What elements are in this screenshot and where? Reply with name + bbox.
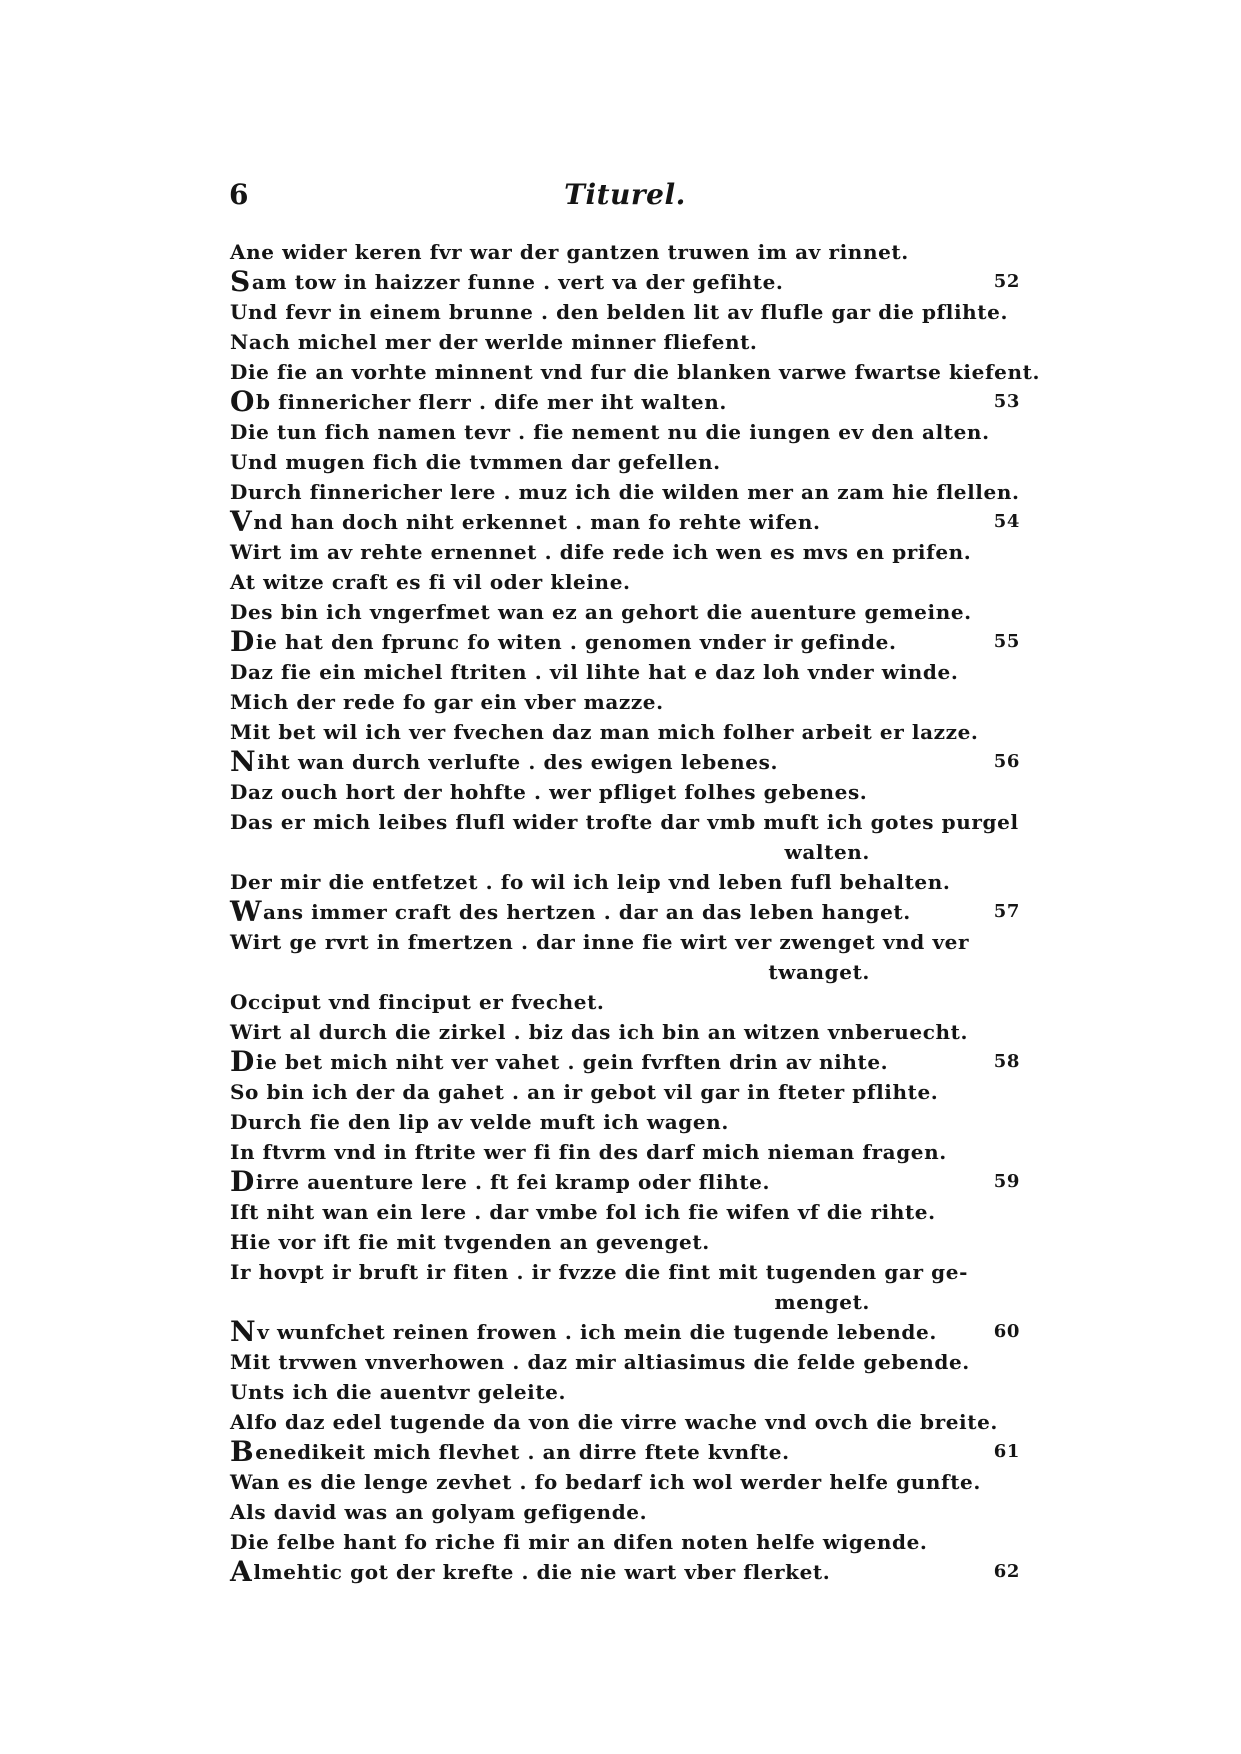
verse-line <box>230 717 1020 747</box>
stanza-number: 55 <box>993 631 1020 652</box>
verse-text: Die tun fich namen tevr . fie nement nu die iungen ev den alten. <box>230 420 990 444</box>
verse-text: b finnericher flerr . dife mer iht walten. <box>256 390 727 414</box>
verse-line <box>230 1437 1020 1467</box>
verse-text: Ir hovpt ir bruft ir fiten . ir fvzze die fint mit tugenden gar ge- <box>230 1260 968 1284</box>
verse-text: menget. <box>774 1290 870 1314</box>
verse-line <box>230 1407 1020 1437</box>
verse-text: Durch finnericher lere . muz ich die wilden mer an zam hie flellen. <box>230 480 1020 504</box>
verse-line-continuation <box>230 837 1020 867</box>
verse-text: Und mugen fich die tvmmen dar gefellen. <box>230 450 721 474</box>
verse-line <box>230 1467 1020 1497</box>
verse-text: Daz ouch hort der hohfte . wer pfliget folhes gebenes. <box>230 780 868 804</box>
verse-line <box>230 1377 1020 1407</box>
verse-line <box>230 537 1020 567</box>
decorated-initial: N <box>230 1315 257 1348</box>
verse-text: Unts ich die auentvr geleite. <box>230 1380 567 1404</box>
verse-text: Mich der rede fo gar ein vber mazze. <box>230 690 664 714</box>
decorated-initial: D <box>230 1165 255 1198</box>
verse-text: twanget. <box>768 960 870 984</box>
decorated-initial: S <box>230 265 251 298</box>
decorated-initial: D <box>230 625 255 658</box>
verse-line <box>230 267 1020 297</box>
verse-line <box>230 477 1020 507</box>
verse-line <box>230 327 1020 357</box>
verse-line <box>230 807 1020 837</box>
verse-line <box>230 627 1020 657</box>
verse-line <box>230 1077 1020 1107</box>
verse-text: Der mir die entfetzet . fo wil ich leip vnd leben fufl behalten. <box>230 870 951 894</box>
verse-line <box>230 1497 1020 1527</box>
stanza-number: 52 <box>993 271 1020 292</box>
verse-text: Mit trvwen vnverhowen . daz mir altiasimus die felde gebende. <box>230 1350 970 1374</box>
verse-line <box>230 687 1020 717</box>
verse-text: lmehtic got der krefte . die nie wart vber flerket. <box>253 1560 831 1584</box>
stanza-number: 59 <box>993 1171 1020 1192</box>
verse-text: Ift niht wan ein lere . dar vmbe fol ich fie wifen vf die rihte. <box>230 1200 936 1224</box>
verse-line <box>230 387 1020 417</box>
verse-line <box>230 1227 1020 1257</box>
stanza-number: 56 <box>993 751 1020 772</box>
verse-text: Des bin ich vngerfmet wan ez an gehort die auenture gemeine. <box>230 600 972 624</box>
verse-text: am tow in haizzer funne . vert va der gefihte. <box>251 270 784 294</box>
verse-line <box>230 1107 1020 1137</box>
stanza-number: 62 <box>993 1561 1020 1582</box>
decorated-initial: O <box>230 385 255 418</box>
stanza-number: 53 <box>993 391 1020 412</box>
verse-text: Wirt ge rvrt in fmertzen . dar inne fie wirt ver zwenget vnd ver <box>230 930 970 954</box>
verse-text: At witze craft es fi vil oder kleine. <box>230 570 631 594</box>
verse-line <box>230 507 1020 537</box>
verse-line <box>230 357 1041 387</box>
verse-line-continuation <box>230 957 1020 987</box>
verse-text: enedikeit mich flevhet . an dirre ftete kvnfte. <box>255 1440 790 1464</box>
verse-line <box>230 1347 1020 1377</box>
verse-text: nd han doch niht erkennet . man fo rehte wifen. <box>253 510 821 534</box>
decorated-initial: W <box>230 895 263 928</box>
verse-line <box>230 1197 1020 1227</box>
decorated-initial: B <box>230 1435 255 1468</box>
verse-text: Daz fie ein michel ftriten . vil lihte hat e daz loh vnder winde. <box>230 660 959 684</box>
verse-line <box>230 1047 1020 1077</box>
verse-text: ans immer craft des hertzen . dar an das leben hanget. <box>263 900 911 924</box>
verse-line <box>230 1137 1020 1167</box>
decorated-initial: A <box>230 1555 253 1588</box>
verse-text: In ftvrm vnd in ftrite wer fi fin des darf mich nieman fragen. <box>230 1140 947 1164</box>
stanza-number: 57 <box>993 901 1020 922</box>
verse-line-continuation <box>230 1287 1020 1317</box>
verse-text: Ane wider keren fvr war der gantzen truwen im av rinnet. <box>230 240 909 264</box>
stanza-number: 58 <box>993 1051 1020 1072</box>
verse-line <box>230 747 1020 777</box>
page-header <box>229 178 1021 218</box>
verse-line <box>230 237 1020 267</box>
verse-text: ie hat den fprunc fo witen . genomen vnder ir gefinde. <box>255 630 897 654</box>
stanza-number: 54 <box>993 511 1020 532</box>
verse-text: Als david was an golyam gefigende. <box>230 1500 648 1524</box>
verse-line <box>230 927 1020 957</box>
page-number: 6 <box>229 178 249 211</box>
verse-line <box>230 1257 1020 1287</box>
decorated-initial: D <box>230 1045 255 1078</box>
verse-line <box>230 777 1020 807</box>
running-title: Titurel. <box>564 178 686 211</box>
verse-text: v wunfchet reinen frowen . ich mein die tugende lebende. <box>257 1320 937 1344</box>
verse-line <box>230 1317 1020 1347</box>
verse-text: Das er mich leibes flufl wider trofte dar vmb muft ich gotes purgel <box>230 810 1019 834</box>
verse-text: Wirt al durch die zirkel . biz das ich bin an witzen vnberuecht. <box>230 1020 969 1044</box>
verse-text-block <box>230 237 1041 1588</box>
verse-line <box>230 657 1020 687</box>
verse-text: Occiput vnd finciput er fvechet. <box>230 990 605 1014</box>
verse-line <box>230 1167 1020 1197</box>
verse-line <box>230 1017 1020 1047</box>
stanza-number: 60 <box>993 1321 1020 1342</box>
verse-text: Die fie an vorhte minnent vnd fur die blanken varwe fwartse kiefent. <box>230 360 1041 384</box>
verse-line <box>230 567 1020 597</box>
verse-text: Nach michel mer der werlde minner fliefent. <box>230 330 758 354</box>
verse-line <box>230 1557 1020 1587</box>
verse-text: Hie vor ift fie mit tvgenden an gevenget. <box>230 1230 710 1254</box>
verse-line <box>230 597 1020 627</box>
decorated-initial: N <box>230 745 257 778</box>
decorated-initial: V <box>230 505 253 538</box>
verse-text: walten. <box>784 840 870 864</box>
verse-line <box>230 417 1020 447</box>
verse-text: Mit bet wil ich ver fvechen daz man mich folher arbeit er lazze. <box>230 720 979 744</box>
verse-text: Durch fie den lip av velde muft ich wagen. <box>230 1110 729 1134</box>
verse-text: Wirt im av rehte ernennet . dife rede ich wen es mvs en prifen. <box>230 540 972 564</box>
verse-text: ie bet mich niht ver vahet . gein fvrften drin av nihte. <box>255 1050 889 1074</box>
verse-text: So bin ich der da gahet . an ir gebot vil gar in fteter pflihte. <box>230 1080 939 1104</box>
verse-line <box>230 297 1020 327</box>
verse-line <box>230 1527 1020 1557</box>
verse-text: Alfo daz edel tugende da von die virre wache vnd ovch die breite. <box>230 1410 998 1434</box>
verse-text: iht wan durch verlufte . des ewigen lebenes. <box>257 750 779 774</box>
verse-line <box>230 867 1020 897</box>
verse-text: Wan es die lenge zevhet . fo bedarf ich wol werder helfe gunfte. <box>230 1470 981 1494</box>
verse-line <box>230 897 1020 927</box>
verse-text: Die felbe hant fo riche fi mir an difen noten helfe wigende. <box>230 1530 928 1554</box>
verse-text: irre auenture lere . ft fei kramp oder flihte. <box>255 1170 771 1194</box>
verse-line <box>230 987 1020 1017</box>
stanza-number: 61 <box>993 1441 1020 1462</box>
verse-text: Und fevr in einem brunne . den belden lit av flufle gar die pflihte. <box>230 300 1009 324</box>
verse-line <box>230 447 1020 477</box>
